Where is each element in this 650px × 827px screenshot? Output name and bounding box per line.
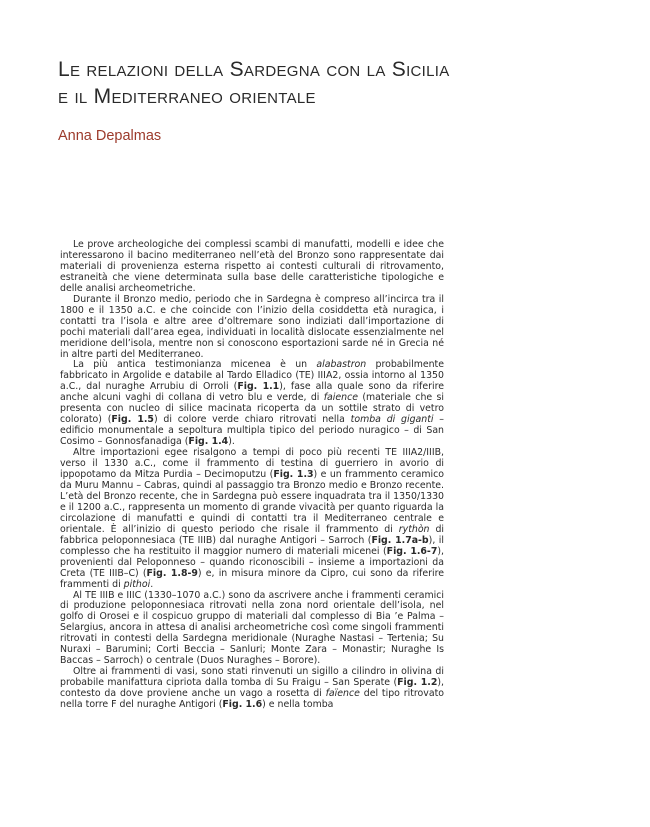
chapter-title-line-1: Le relazioni della Sardegna con la Sicilia	[58, 58, 450, 81]
text-run: ), provenienti dal Peloponneso – quando riconoscibili – insieme a importazioni da Creta (TE IIIB–C) (	[60, 545, 444, 579]
chapter-title-line-2: e il Mediterraneo orientale	[58, 85, 316, 108]
figure-reference: Fig. 1.2	[397, 677, 438, 689]
body-paragraph	[60, 295, 444, 361]
figure-reference: Fig. 1.8-9	[146, 567, 198, 579]
italic-term: tomba di giganti	[350, 414, 434, 426]
figure-reference: Fig. 1.6-7	[386, 545, 438, 557]
body-paragraph	[60, 667, 444, 711]
text-run: Al TE IIIB e IIIC (1330–1070 a.C.) sono da ascrivere anche i frammenti ceramici di produzione peloponnesiaca ritrovati nella zona nord orientale dell’isola, nel golfo di Orosei e il cospicuo gruppo di materiali dal complesso di Bia ’e Palma – Selargius, ancora in attesa di analisi archeometriche così come singoli frammenti ritrovati in contesti della Sardegna meridionale (Nuraghe Nastasi – Tertenia; Su Nuraxi – Barumini; Corti Beccia – Sanluri; Monte Zara – Monastir; Nuraghe Is Baccas – Sarroch) o centrale (Duos Nuraghes – Borore).	[60, 589, 444, 667]
italic-term: pithoi	[123, 578, 151, 590]
text-run: probabilmente fabbricato in Argolide e databile al Tardo Elladico (TE) IIIA2, ossia intorno al 1350 a.C., dal nuraghe Arrubiu di Orroli (	[60, 359, 444, 393]
text-run: – edificio monumentale a sepoltura multipla tipico del periodo nuragico – di San Cosimo – Gonnosfanadiga (	[60, 414, 444, 448]
body-text	[60, 240, 444, 711]
figure-reference: Fig. 1.4	[188, 436, 229, 448]
figure-reference: Fig. 1.6	[222, 699, 263, 711]
author-name: Anna Depalmas	[58, 128, 162, 144]
text-run: (materiale che si presenta con nucleo di silice macinata ricoperta da un sottile strato di vetro colorato) (	[60, 392, 444, 426]
italic-term: alabastron	[316, 359, 367, 371]
figure-reference: Fig. 1.5	[111, 414, 154, 426]
text-run: La più antica testimonianza micenea è un	[73, 359, 317, 371]
text-run: Durante il Bronzo medio, periodo che in Sardegna è compreso all’incirca tra il 1800 e il 1350 a.C. e che coincide con l’inizio della cosiddetta età nuragica, i contatti tra l’isola e altre aree d’oltremare sono indiziati dall’importazione di pochi materiali dall’area egea, individuati in località dislocate essenzialmente nel meridione dell’isola, mentre non si conoscono esportazioni sarde né in Grecia né in altre parti del Mediterraneo.	[60, 293, 444, 360]
text-run: di fabbrica peloponnesiaca (TE IIIB) dal nuraghe Antigori – Sarroch (	[60, 523, 444, 546]
figure-reference: Fig. 1.1	[237, 381, 280, 393]
text-run: ) e, in misura minore da Cipro, cui sono da riferire frammenti di	[60, 567, 444, 590]
text-run: Le prove archeologiche dei complessi scambi di manufatti, modelli e idee che interessarono il bacino mediterraneo nell’età del Bronzo sono rappresentate dai materiali di provenienza esterna rispetto ai contesti culturali di ritrovamento, estraneità che viene determinata sulla base delle caratteristiche tipologiche e delle analisi archeometriche.	[60, 239, 444, 294]
text-run: .	[150, 578, 154, 590]
text-run: ) di colore verde chiaro ritrovati nella	[153, 414, 351, 426]
text-run: ), contesto da dove proviene anche un vago a rosetta di	[60, 677, 444, 700]
text-run: del tipo ritrovato nella torre F del nuraghe Antigori (	[60, 688, 444, 711]
body-paragraph	[60, 360, 444, 448]
body-paragraph	[60, 240, 444, 295]
figure-reference: Fig. 1.3	[273, 469, 314, 481]
chapter-title	[58, 56, 578, 110]
italic-term: rythòn	[398, 523, 430, 535]
text-run: Altre importazioni egee risalgono a tempi di poco più recenti TE IIIA2/IIIB, verso il 1330 a.C., come il frammento di testina di guerriero in avorio di ippopotamo da Mitza Purdia – Decimoputzu (	[60, 447, 444, 481]
body-paragraph	[60, 448, 444, 590]
text-run: ) e un frammento ceramico da Muru Mannu – Cabras, quindi al passaggio tra Bronzo medio e Bronzo recente. L’età del Bronzo recente, che in Sardegna può essere inquadrata tra il 1350/1330 e il 1200 a.C., rappresenta un momento di grande vivacità per quanto riguarda la circolazione di manufatti e quindi di contatti tra il Mediterraneo centrale e orientale. È all’inizio di questo periodo che risale il frammento di	[60, 469, 445, 535]
text-run: Oltre ai frammenti di vasi, sono stati rinvenuti un sigillo a cilindro in olivina di probabile manifattura cipriota dalla tomba di Su Fraigu – San Sperate (	[60, 666, 444, 689]
figure-reference: Fig. 1.7a-b	[371, 534, 429, 546]
text-run: ), il complesso che ha restituito il maggior numero di materiali micenei (	[60, 534, 444, 557]
text-run: ), fase alla quale sono da riferire anche alcuni vaghi di collana di vetro blu e verde, di	[60, 381, 445, 404]
text-run: ).	[228, 436, 235, 448]
italic-term: faïence	[325, 688, 360, 700]
text-run: ) e nella tomba	[262, 699, 334, 711]
italic-term: faience	[323, 392, 359, 404]
body-paragraph	[60, 591, 444, 668]
